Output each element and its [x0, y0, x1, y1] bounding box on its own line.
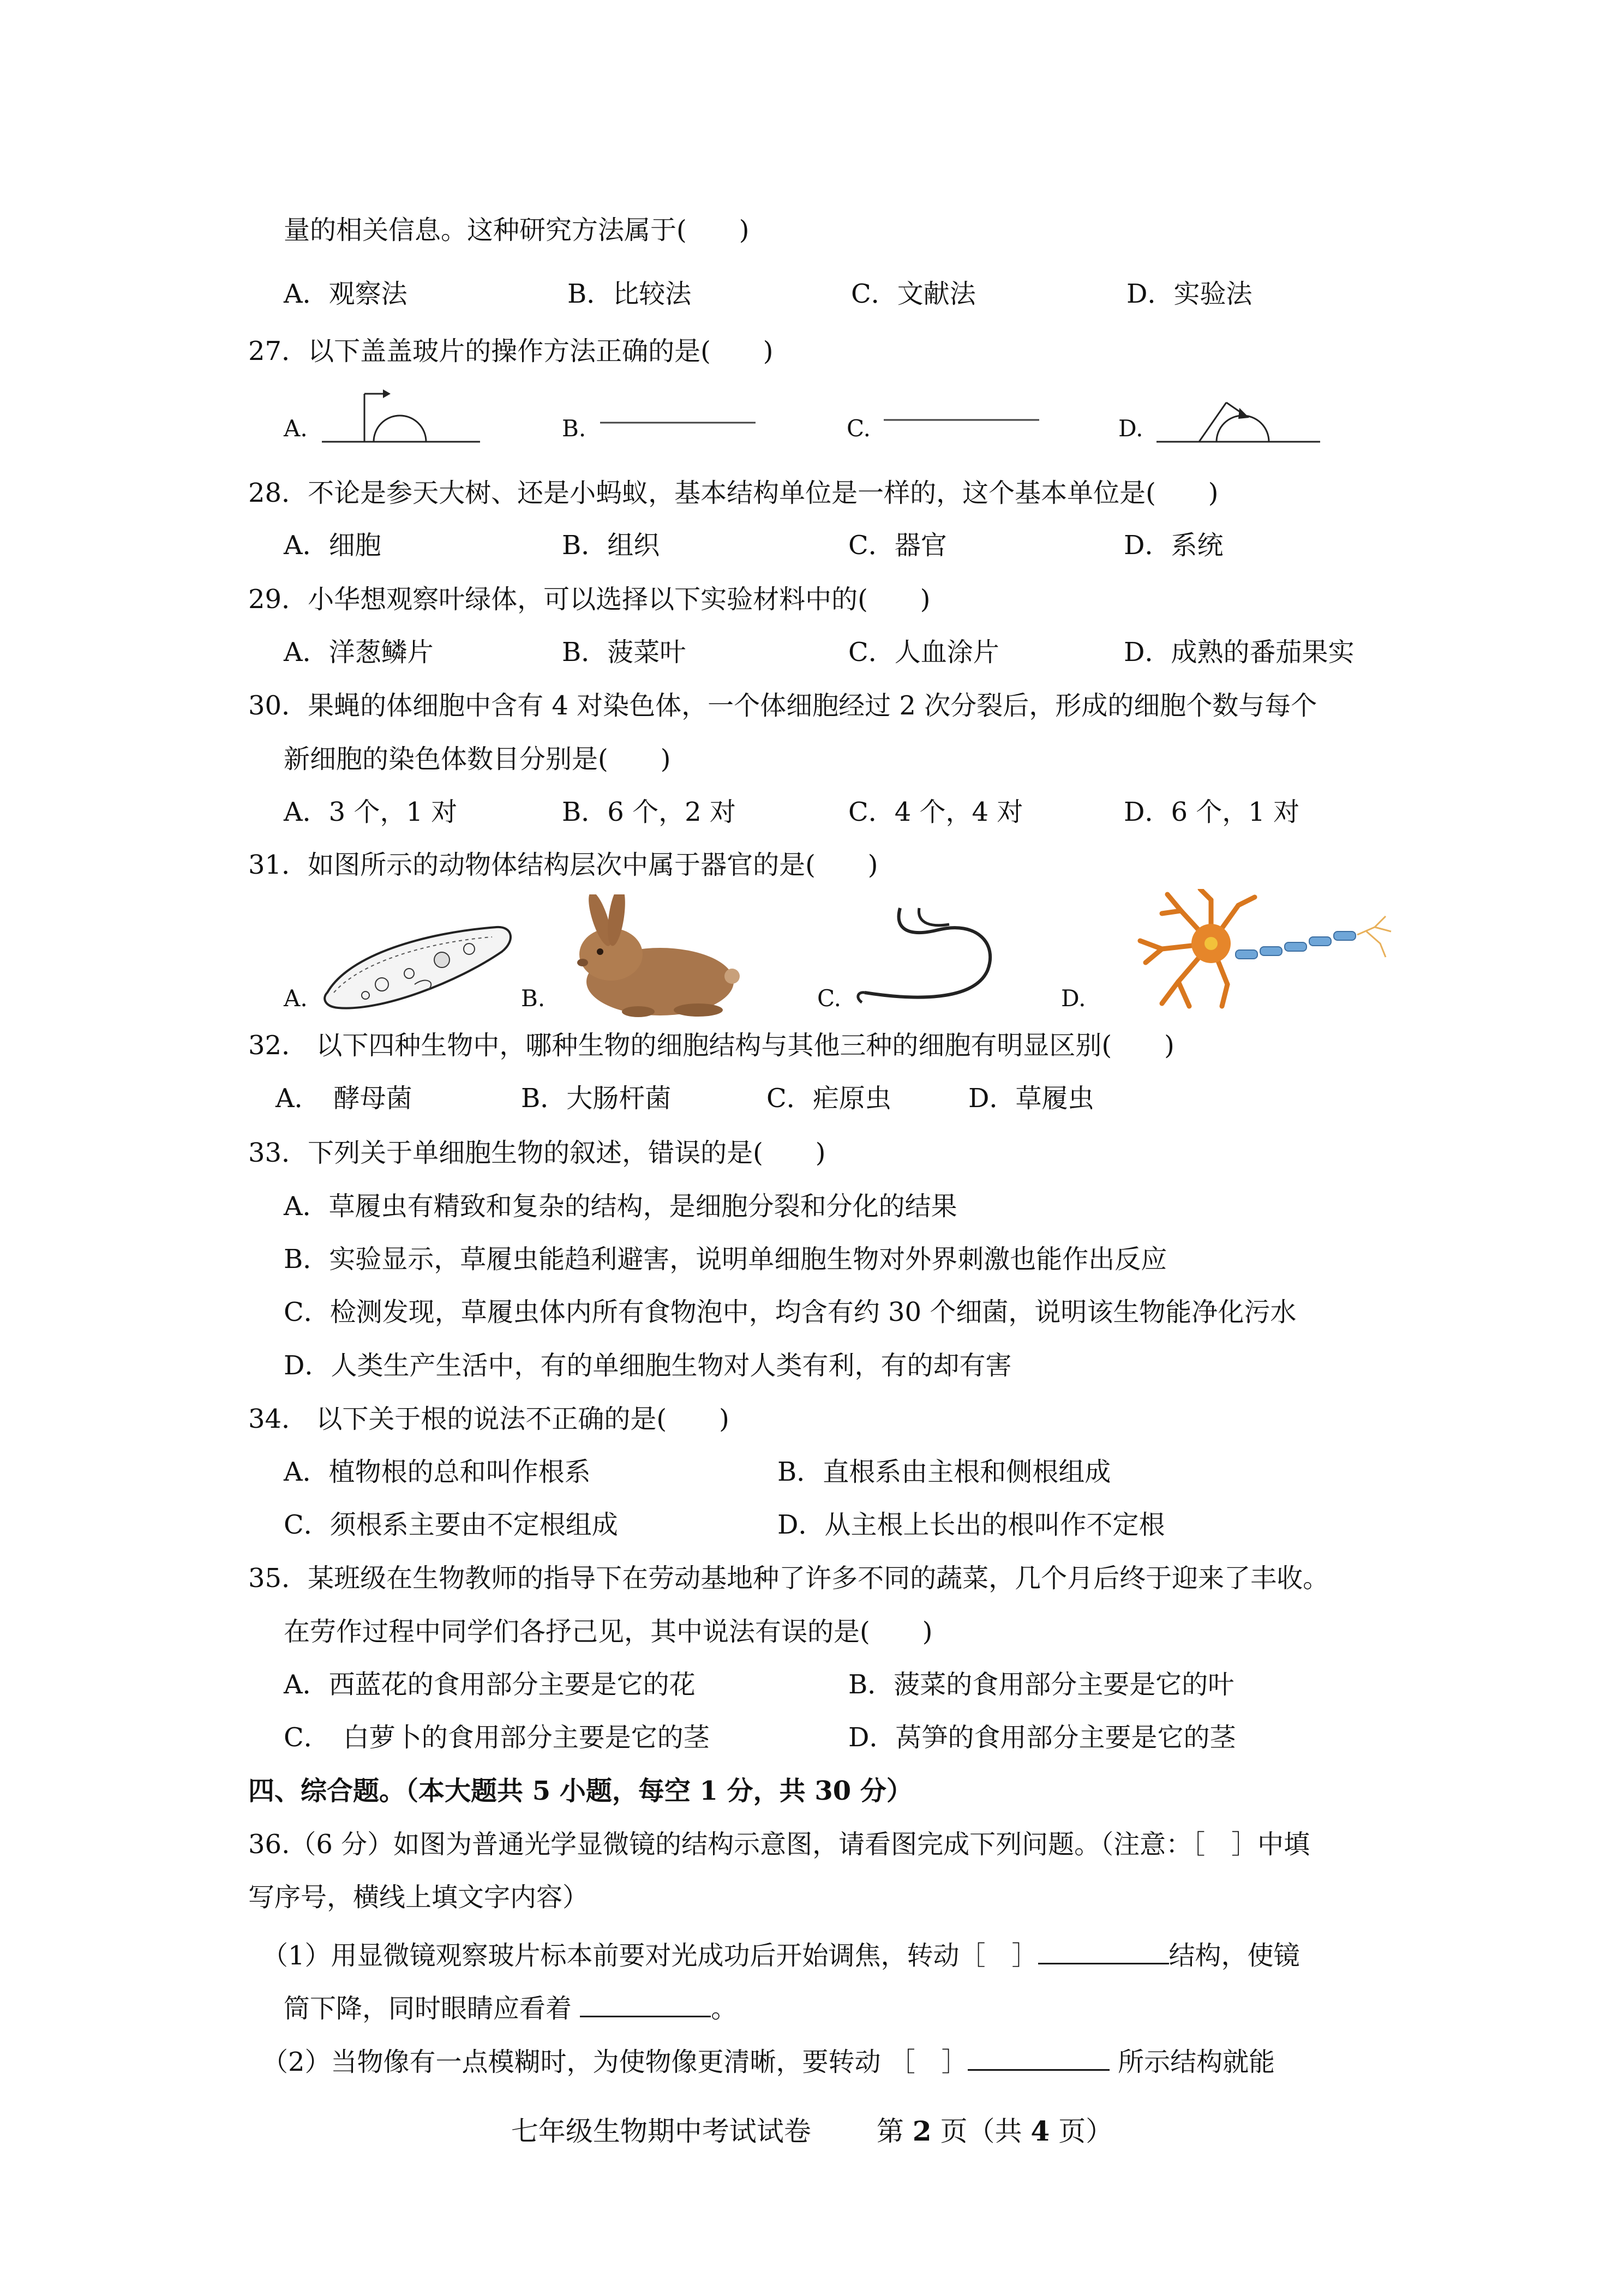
section-4-heading: [248, 1778, 913, 1804]
q35-option-c: C． 白萝卜的食用部分主要是它的茎: [284, 1722, 710, 1753]
q32-option-a: A． 酵母菌: [275, 1083, 412, 1114]
q36-part2-blank-1[interactable]: [968, 2045, 1110, 2071]
q28-option-a: A．细胞: [284, 530, 381, 561]
q34-option-d: D．从主根上长出的根叫作不定根: [777, 1510, 1165, 1540]
q35-option-b: B．菠菜的食用部分主要是它的叶: [848, 1669, 1235, 1700]
q30-option-c: C．4 个，4 对: [848, 797, 1023, 827]
q36-part2-text-a: （2）当物像有一点模糊时，为使物像更清晰，要转动 ［ ］: [262, 2047, 968, 2077]
q30-option-a: A．3 个，1 对: [284, 797, 458, 827]
q33-option-d: D．人类生产生活中，有的单细胞生物对人类有利，有的却有害: [284, 1350, 1012, 1381]
section-4-title: 四、综合题。: [248, 1776, 406, 1806]
q34-option-c: C．须根系主要由不定根组成: [284, 1510, 618, 1540]
q29-option-d: D．成熟的番茄果实: [1124, 637, 1355, 668]
q36-part1-blank-1[interactable]: [1038, 1939, 1169, 1964]
footer-exam-title: 七年级生物期中考试试卷: [511, 2115, 811, 2147]
q28-option-d: D．系统: [1124, 530, 1224, 561]
q34-option-b: B．直根系由主根和侧根组成: [777, 1457, 1111, 1487]
q32-stem: 32． 以下四种生物中，哪种生物的细胞结构与其他三种的细胞有明显区别( ): [248, 1030, 1174, 1061]
footer-total-pages: 4: [1030, 2115, 1050, 2147]
q32-option-b: B．大肠杆菌: [521, 1083, 672, 1114]
q36-part1-text-a: （1）用显微镜观察玻片标本前要对光成功后开始调焦，转动［ ］: [262, 1940, 1038, 1971]
q33-option-b: B．实验显示，草履虫能趋利避害，说明单细胞生物对外界刺激也能作出反应: [284, 1244, 1167, 1275]
q36-part2-text-b: 所示结构就能: [1109, 2047, 1275, 2077]
q27-stem: 27．以下盖盖玻片的操作方法正确的是( ): [248, 336, 774, 366]
q31-label-b: B.: [521, 985, 546, 1012]
q33-stem: 33．下列关于单细胞生物的叙述，错误的是( ): [248, 1138, 826, 1168]
q33-option-a: A．草履虫有精致和复杂的结构，是细胞分裂和分化的结果: [284, 1191, 957, 1222]
stomach-image: [851, 905, 1015, 1009]
q27-figure-d: [1156, 382, 1326, 447]
q26-option-c: C．文献法: [851, 279, 976, 309]
q31-label-a: A.: [284, 985, 308, 1012]
q27-figure-c: [884, 414, 1042, 425]
footer-page-mid: 页（共: [931, 2115, 1031, 2147]
q27-label-a: A.: [284, 415, 308, 442]
page-footer: [0, 2109, 1624, 2149]
footer-page-suffix: 页）: [1050, 2115, 1113, 2147]
q28-option-c: C．器官: [848, 530, 947, 561]
q31-stem: 31．如图所示的动物体结构层次中属于器官的是( ): [248, 850, 878, 880]
q26-option-d: D．实验法: [1126, 279, 1253, 309]
q31-label-c: C.: [817, 985, 841, 1012]
q26-continuation: 量的相关信息。这种研究方法属于( ): [284, 215, 750, 245]
footer-page-prefix: 第: [876, 2115, 913, 2147]
q28-option-b: B．组织: [562, 530, 660, 561]
q27-figure-a: [322, 382, 486, 447]
neuron-image: [1129, 889, 1402, 1014]
q30-stem-line1: 30．果蝇的体细胞中含有 4 对染色体，一个体细胞经过 2 次分裂后，形成的细胞个数与每个: [248, 690, 1317, 721]
q29-option-b: B．菠菜叶: [562, 637, 686, 668]
q35-option-a: A．西蓝花的食用部分主要是它的花: [284, 1669, 696, 1700]
q35-stem-line2: 在劳作过程中同学们各抒己见，其中说法有误的是( ): [284, 1616, 933, 1647]
q32-option-d: D．草履虫: [968, 1083, 1094, 1114]
q27-label-c: C.: [847, 415, 871, 442]
q36-stem-line1: 36.（6 分）如图为普通光学显微镜的结构示意图，请看图完成下列问题。（注意：［ ］中填: [248, 1829, 1310, 1860]
section-4-note: （本大题共 5 小题，每空 1 分，共 30 分）: [405, 1776, 913, 1806]
q29-option-a: A．洋葱鳞片: [284, 637, 434, 668]
q36-part1-text-d: 。: [711, 1993, 738, 2024]
q28-stem: 28．不论是参天大树、还是小蚂蚁，基本结构单位是一样的，这个基本单位是( ): [248, 478, 1219, 508]
q36-part1-blank-2[interactable]: [580, 1992, 711, 2017]
q29-stem: 29．小华想观察叶绿体，可以选择以下实验材料中的( ): [248, 584, 931, 615]
q36-part1-line2: [284, 1992, 737, 2022]
q30-stem-line2: 新细胞的染色体数目分别是( ): [284, 744, 671, 774]
paramecium-cell-image: [316, 911, 518, 1014]
q27-figure-b: [600, 417, 758, 428]
q32-option-c: C．疟原虫: [766, 1083, 891, 1114]
q34-stem: 34． 以下关于根的说法不正确的是( ): [248, 1404, 729, 1434]
q36-part1-line1: [262, 1939, 1300, 1969]
q34-option-a: A．植物根的总和叫作根系: [284, 1457, 591, 1487]
q31-label-d: D.: [1061, 985, 1086, 1012]
q36-part1-text-c: 筒下降，同时眼睛应看着: [284, 1993, 580, 2024]
q30-option-d: D．6 个，1 对: [1124, 797, 1300, 827]
q26-option-b: B．比较法: [567, 279, 692, 309]
q35-stem-line1: 35．某班级在生物教师的指导下在劳动基地种了许多不同的蔬菜，几个月后终于迎来了丰收。: [248, 1563, 1329, 1594]
rabbit-image: [562, 894, 747, 1020]
footer-page-number: 2: [912, 2115, 932, 2147]
q27-label-b: B.: [562, 415, 586, 442]
q33-option-c: C．检测发现，草履虫体内所有食物泡中，均含有约 30 个细菌，说明该生物能净化污水: [284, 1297, 1297, 1327]
q36-part2-line1: [262, 2045, 1275, 2075]
q26-option-a: A．观察法: [284, 279, 408, 309]
q36-part1-text-b: 结构，使镜: [1168, 1940, 1300, 1971]
q29-option-c: C．人血涂片: [848, 637, 999, 668]
q35-option-d: D．莴笋的食用部分主要是它的茎: [848, 1722, 1236, 1753]
q27-label-d: D.: [1118, 415, 1143, 442]
q30-option-b: B．6 个，2 对: [562, 797, 736, 827]
q36-stem-line2: 写序号，横线上填文字内容）: [248, 1882, 589, 1913]
